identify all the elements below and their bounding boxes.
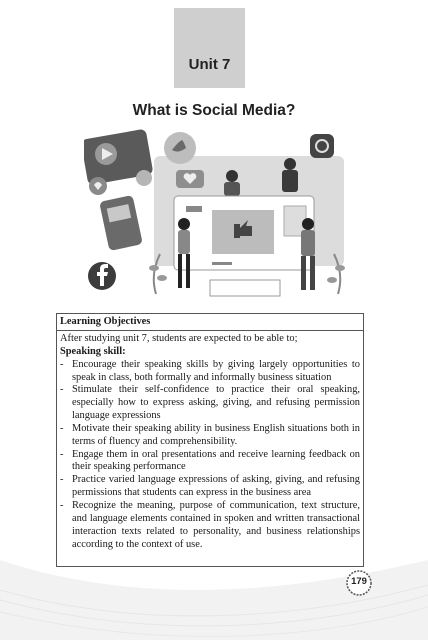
heart-bubble-icon [176, 170, 204, 188]
objective-item: - Encourage their speaking skills by giving largely opportunities to speak in class, both formally and informally business situation [60, 358, 360, 383]
facebook-icon [88, 262, 116, 290]
objective-item: - Stimulate their self-confidence to practice their oral speaking, especially how to express asking, giving, and refusing permission language expressions [60, 384, 360, 422]
phone-icon [99, 195, 143, 251]
objectives-heading: Learning Objectives [57, 314, 363, 331]
person-top-right [282, 158, 298, 192]
objectives-body [57, 331, 363, 551]
chapter-title: What is Social Media? [132, 102, 296, 119]
objective-item: - Motivate their speaking ability in business English situations both in terms of fluency and comprehensibility. [60, 422, 360, 447]
social-post-screen [174, 196, 314, 270]
unit-header-box [174, 8, 245, 88]
objectives-subheading: Speaking skill: [60, 345, 126, 357]
objective-item: - Engage them in oral presentations and receive learning feedback on their speaking performance [60, 448, 360, 473]
instagram-icon [310, 134, 334, 158]
twitter-bubble-icon [164, 132, 196, 164]
objectives-list [60, 359, 360, 552]
social-media-illustration [84, 128, 346, 298]
unit-label: Unit 7 [188, 56, 231, 73]
objectives-intro: After studying unit 7, students are expected to be able to; [60, 333, 298, 344]
objective-item: - Practice varied language expressions of asking, giving, and refusing permissions that students can express in the business area [60, 474, 360, 499]
video-tablet-icon [84, 129, 153, 195]
person-top-center [224, 170, 240, 196]
objective-item: - Recognize the meaning, purpose of communication, text structure, and language elements contained in spoken and written transactional interaction texts related to personality, and business relationships according to the context of use. [60, 499, 360, 550]
page-number: 179 [351, 576, 367, 587]
learning-objectives-box [56, 313, 364, 567]
